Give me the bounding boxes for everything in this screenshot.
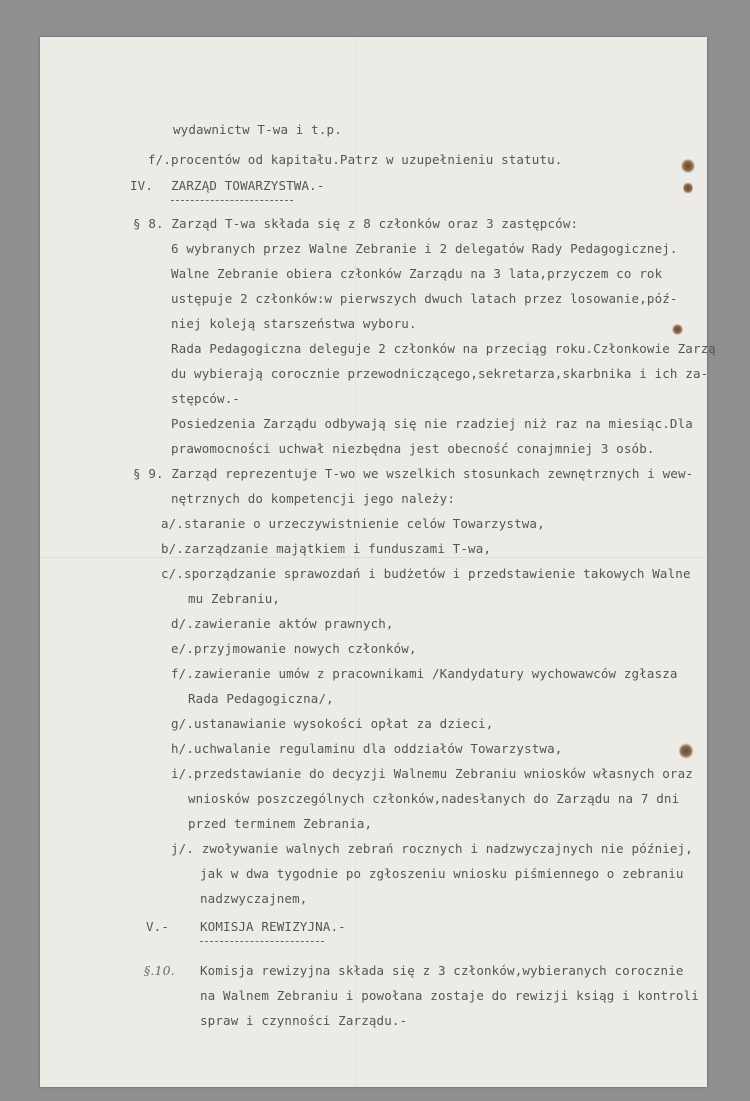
list-item: f/.zawieranie umów z pracownikami /Kandydatury wychowawców zgłasza <box>171 666 678 681</box>
fold-line-vertical <box>355 37 356 1087</box>
section-number: IV. <box>130 178 154 193</box>
text-line: Rada Pedagogiczna deleguje 2 członków na przeciąg roku.Członkowie Zarzą <box>171 341 716 356</box>
text-line: § 8. Zarząd T-wa składa się z 8 członków oraz 3 zastępców: <box>133 216 579 231</box>
text-line: du wybierają corocznie przewodniczącego,sekretarza,skarbnika i ich za- <box>171 366 709 381</box>
stain-mark <box>683 182 693 194</box>
text-line: Komisja rewizyjna składa się z 3 członków,wybieranych corocznie <box>200 963 684 978</box>
list-item: a/.staranie o urzeczywistnienie celów Towarzystwa, <box>161 516 545 531</box>
text-line: niej koleją starszeństwa wyboru. <box>171 316 417 331</box>
heading-underline <box>200 941 324 942</box>
list-item-continuation: przed terminem Zebrania, <box>188 816 373 831</box>
list-item-continuation: jak w dwa tygodnie po zgłoszeniu wniosku piśmiennego o zebraniu <box>200 866 684 881</box>
text-line: prawomocności uchwał niezbędna jest obecność conajmniej 3 osób. <box>171 441 655 456</box>
text-line: f/.procentów od kapitału.Patrz w uzupełnieniu statutu. <box>148 152 563 167</box>
text-line: spraw i czynności Zarządu.- <box>200 1013 408 1028</box>
section-heading: KOMISJA REWIZYJNA.- <box>200 919 346 934</box>
list-item: c/.sporządzanie sprawozdań i budżetów i przedstawienie takowych Walne <box>161 566 691 581</box>
list-item: d/.zawieranie aktów prawnych, <box>171 616 394 631</box>
list-item: h/.uchwalanie regulaminu dla oddziałów Towarzystwa, <box>171 741 563 756</box>
section-number: V.- <box>146 919 170 934</box>
list-item: g/.ustanawianie wysokości opłat za dzieci, <box>171 716 494 731</box>
list-item-continuation: wniosków poszczególnych członków,nadesłanych do Zarządu na 7 dni <box>188 791 680 806</box>
text-line: wydawnictw T-wa i t.p. <box>173 122 342 137</box>
text-line: nętrznych do kompetencji jego należy: <box>171 491 455 506</box>
text-line: § 9. Zarząd reprezentuje T-wo we wszelkich stosunkach zewnętrznych i wew- <box>133 466 694 481</box>
text-line: ustępuje 2 członków:w pierwszych dwuch latach przez losowanie,póź- <box>171 291 678 306</box>
paragraph-mark-handwritten: §.10. <box>144 963 175 978</box>
text-line: Walne Zebranie obiera członków Zarządu na 3 lata,przyczem co rok <box>171 266 663 281</box>
list-item: b/.zarządzanie majątkiem i funduszami T-wa, <box>161 541 492 556</box>
text-line: stępców.- <box>171 391 241 406</box>
list-item: e/.przyjmowanie nowych członków, <box>171 641 417 656</box>
heading-underline <box>171 200 293 201</box>
text-line: Posiedzenia Zarządu odbywają się nie rzadziej niż raz na miesiąc.Dla <box>171 416 693 431</box>
stain-mark <box>681 159 695 173</box>
list-item-continuation: nadzwyczajnem, <box>200 891 308 906</box>
text-line: 6 wybranych przez Walne Zebranie i 2 delegatów Rady Pedagogicznej. <box>171 241 678 256</box>
list-item: i/.przedstawianie do decyzji Walnemu Zebraniu wniosków własnych oraz <box>171 766 693 781</box>
list-item: j/. zwoływanie walnych zebrań rocznych i nadzwyczajnych nie później, <box>171 841 693 856</box>
stain-mark <box>672 324 683 335</box>
list-item-continuation: mu Zebraniu, <box>188 591 281 606</box>
fold-line-horizontal <box>40 557 707 558</box>
section-heading: ZARZĄD TOWARZYSTWA.- <box>171 178 325 193</box>
stain-mark <box>679 743 693 759</box>
text-line: na Walnem Zebraniu i powołana zostaje do rewizji ksiąg i kontroli <box>200 988 699 1003</box>
document-page <box>40 37 716 1087</box>
list-item-continuation: Rada Pedagogiczna/, <box>188 691 334 706</box>
